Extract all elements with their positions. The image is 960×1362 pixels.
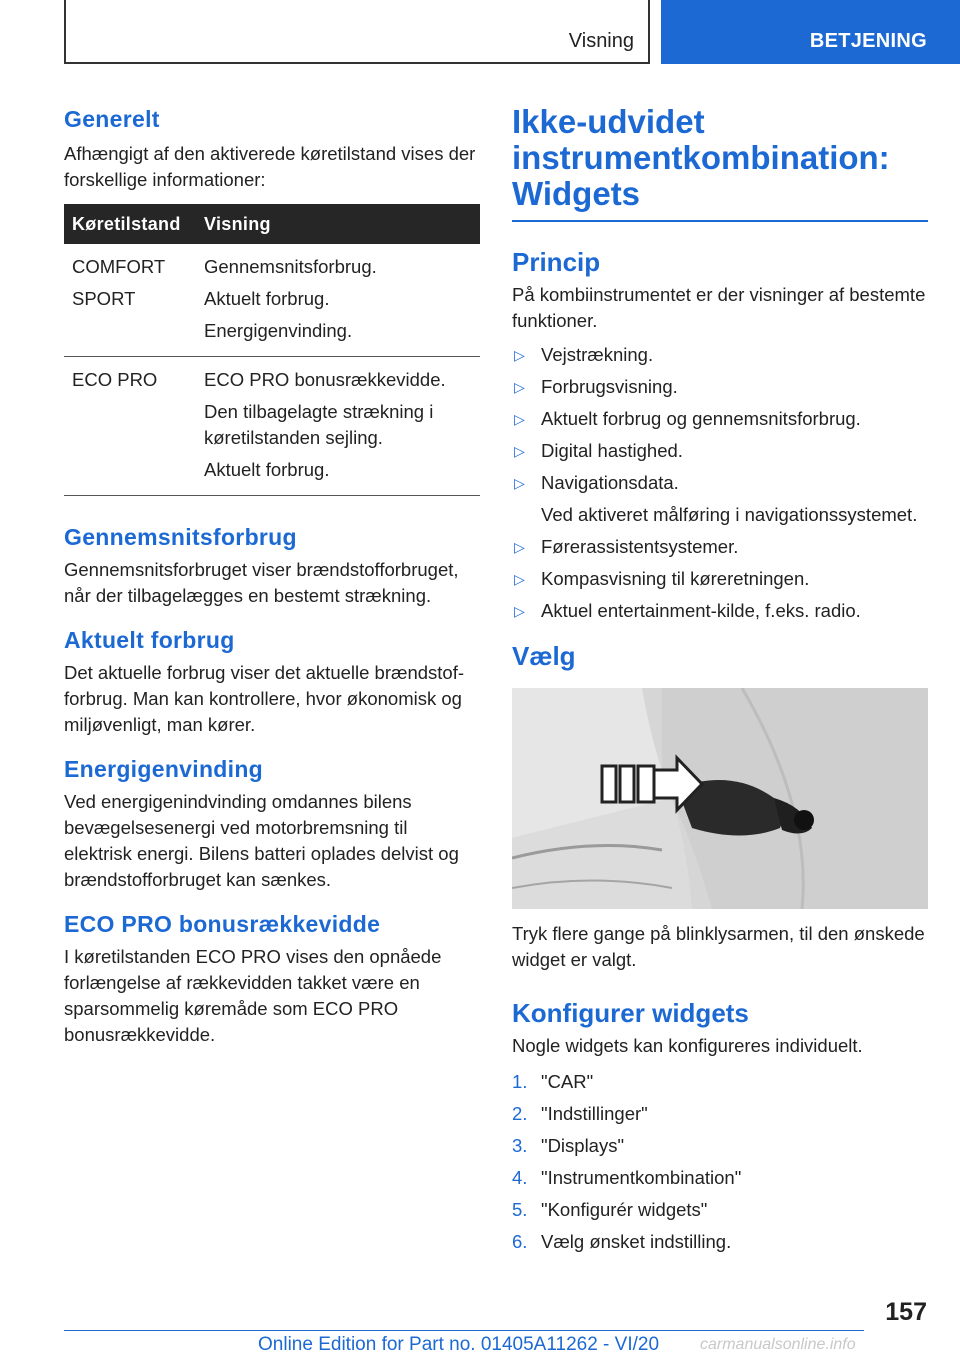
list-item: 3. "Displays" [512,1133,928,1159]
energigenvinding-text: Ved energigenindvinding omdannes bilens bevægelsesenergi ved motorbremsning til elektrisk energi. Bilens batteri oplades delvist og brændstofforbruget kan sænkes. [64,791,459,890]
list-item: 6. Vælg ønsket indstilling. [512,1229,928,1255]
display-value: Aktuelt forbrug. [204,288,330,309]
header-section-box [64,0,650,64]
step-number: 2. [512,1103,528,1124]
watermark: carmanualsonline.info [700,1336,856,1353]
display-value: Aktuelt forbrug. [204,459,330,480]
table-header-mode: Køretilstand [64,204,196,244]
step-number: 5. [512,1199,528,1220]
table-cell-mode [64,244,196,357]
table-row [64,244,480,357]
navigation-subtext: Ved aktiveret målføring i navigationssystemet. [541,504,918,525]
list-item: 2. "Indstillinger" [512,1101,928,1127]
step-number: 6. [512,1231,528,1252]
gennemsnitsforbrug-text: Gennemsnitsforbruget viser brændstofforbruget, når der tilbagelægges en bestemt strækning. [64,559,459,606]
list-item: ▷ Digital hastighed. [512,438,928,464]
stalk-drawing [512,688,928,909]
triangle-bullet-icon: ▷ [514,379,525,395]
aktuelt-forbrug-text: Det aktuelle forbrug viser det aktuelle brændstof-forbrug. Man kan kontrollere, hvor økonomisk og miljøvenligt, man kører. [64,662,465,735]
aktuelt-forbrug-heading: Aktuelt forbrug [64,627,235,653]
list-item: ▷ Kompasvisning til køreretningen. [512,566,928,592]
triangle-bullet-icon: ▷ [514,347,525,363]
list-item: 5. "Konfigurér widgets" [512,1197,928,1223]
footer-edition: Online Edition for Part no. 01405A11262 - VI/20 [258,1334,660,1355]
mode-value: ECO PRO [72,369,158,390]
header-chapter-label: BETJENING [809,30,927,52]
step-number: 3. [512,1135,528,1156]
right-column [512,104,928,1261]
main-title-line: instrumentkombination: [512,139,890,176]
energigenvinding-heading: Energigenvinding [64,756,264,782]
triangle-bullet-icon: ▷ [514,411,525,427]
princip-text: På kombiinstrumentet er der visninger af bestemte funktioner. [512,284,926,331]
list-item: ▷ Navigationsdata. Ved aktiveret målføring i navigationssystemet. [512,470,928,528]
list-item: ▷ Aktuelt forbrug og gennemsnitsforbrug. [512,406,928,432]
table-cell-mode [64,357,196,496]
triangle-bullet-icon: ▷ [514,603,525,619]
steps-list [512,1069,928,1255]
display-value: Gennemsnitsforbrug. [204,256,377,277]
table-cell-display [196,244,480,357]
triangle-bullet-icon: ▷ [514,571,525,587]
generelt-heading: Generelt [64,106,160,132]
list-item: 1. "CAR" [512,1069,928,1095]
left-column [64,104,480,1048]
mode-table [64,204,480,496]
list-item: 4. "Instrumentkombination" [512,1165,928,1191]
generelt-text: Afhængigt af den aktiverede køretilstand vises der forskellige informationer: [64,143,476,190]
main-title-line: Ikke-udvidet [512,103,705,140]
main-title-line: Widgets [512,175,641,212]
page-number: 157 [885,1298,927,1326]
triangle-bullet-icon: ▷ [514,475,525,491]
display-value: Energigenvinding. [204,320,353,341]
table-row [64,357,480,496]
footer-rule [64,1330,864,1331]
illustration-caption: Tryk flere gange på blinklysarmen, til den ønskede widget er valgt. [512,923,925,970]
table-header-row [64,204,480,244]
eco-pro-heading: ECO PRO bonusrækkevidde [64,911,381,937]
turn-signal-stalk-illustration [512,688,928,909]
triangle-bullet-icon: ▷ [514,539,525,555]
mode-value: SPORT [72,288,136,309]
list-item: ▷ Forbrugsvisning. [512,374,928,400]
vaelg-heading: Vælg [512,641,576,671]
function-list [512,342,928,624]
table-cell-display [196,357,480,496]
list-item: ▷ Førerassistentsystemer. [512,534,928,560]
gennemsnitsforbrug-heading: Gennemsnitsforbrug [64,524,297,550]
princip-heading: Princip [512,247,601,277]
display-value: ECO PRO bonusrækkevidde. [204,369,446,390]
triangle-bullet-icon: ▷ [514,443,525,459]
main-title-block [512,104,928,222]
konfigurer-heading: Konfigurer widgets [512,998,749,1028]
table-header-display: Visning [196,204,480,244]
header-chapter-box [661,0,960,64]
step-number: 1. [512,1071,528,1092]
mode-value: COMFORT [72,256,166,277]
list-item: ▷ Vejstrækning. [512,342,928,368]
header-section-label: Visning [568,30,634,52]
display-value: Den tilbagelagte strækning i køretilstanden sejling. [204,401,434,448]
eco-pro-text: I køretilstanden ECO PRO vises den opnåede forlængelse af rækkevidden takket være en sparsommelig køremåde som ECO PRO bonusrækkevidde. [64,946,442,1045]
step-number: 4. [512,1167,528,1188]
list-item: ▷ Aktuel entertainment-kilde, f.eks. radio. [512,598,928,624]
konfigurer-text: Nogle widgets kan konfigureres individuelt. [512,1035,863,1056]
